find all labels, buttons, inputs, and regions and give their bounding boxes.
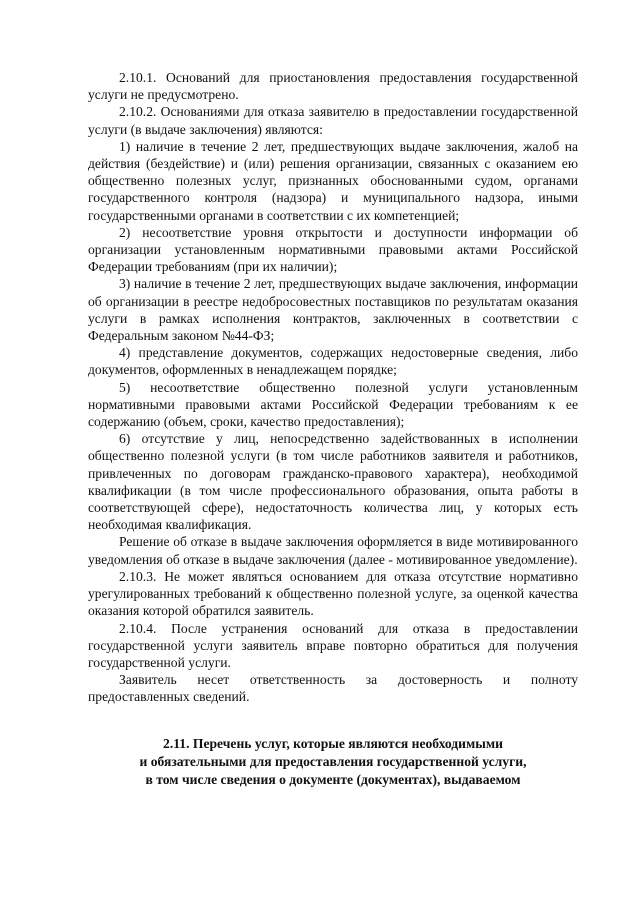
- paragraph-applicant-responsibility: Заявитель несет ответственность за достоверность и полноту предоставленных сведений.: [88, 672, 578, 705]
- list-item-6: 6) отсутствие у лиц, непосредственно задействованных в исполнении общественно полезной услуги (в том числе работников заявителя и работников, привлеченных по договорам гражданско-правового характера), необходимой квалификации (в том числе профессионального образования, опыта работы в соответствующей сфере), недостаточность количества лиц, у которых есть необходимая квалификация.: [88, 431, 578, 533]
- list-item-3: 3) наличие в течение 2 лет, предшествующих выдаче заключения, информации об организации в реестре недобросовестных поставщиков по результатам оказания услуги в рамках исполнения контрактов, заключенных в соответствии с Федеральным законом №44-ФЗ;: [88, 276, 578, 344]
- list-item-1: 1) наличие в течение 2 лет, предшествующих выдаче заключения, жалоб на действия (бездействие) и (или) решения организации, связанных с оказанием ею общественно полезных услуг, признанных обоснованными судом, органами государственного контроля (надзора) и муниципального надзора, иными государственными органами в соответствии с их компетенцией;: [88, 138, 578, 223]
- heading-line-3: в том числе сведения о документе (документах), выдаваемом: [145, 771, 521, 787]
- heading-line-1: 2.11. Перечень услуг, которые являются необходимыми: [163, 735, 503, 751]
- paragraph-2-10-2: 2.10.2. Основаниями для отказа заявителю в предоставлении государственной услуги (в выдаче заключения) являются:: [88, 104, 578, 137]
- list-item-4: 4) представление документов, содержащих недостоверные сведения, либо документов, оформленных в ненадлежащем порядке;: [88, 345, 578, 378]
- paragraph-refusal-decision: Решение об отказе в выдаче заключения оформляется в виде мотивированного уведомления об отказе в выдаче заключения (далее - мотивированное уведомление).: [88, 534, 578, 567]
- heading-line-2: и обязательными для предоставления государственной услуги,: [139, 753, 527, 769]
- list-item-5: 5) несоответствие общественно полезной услуги установленным нормативными правовыми актами Российской Федерации требованиям к ее содержанию (объем, сроки, качество предоставления);: [88, 379, 578, 430]
- document-page: [88, 69, 578, 789]
- section-heading-2-11: [88, 735, 578, 789]
- paragraph-2-10-3: 2.10.3. Не может являться основанием для отказа отсутствие нормативно урегулированных требований к общественно полезной услуге, за оценкой качества оказания которой обратился заявитель.: [88, 568, 578, 619]
- paragraph-2-10-4: 2.10.4. После устранения оснований для отказа в предоставлении государственной услуги заявитель вправе повторно обратиться для получения государственной услуги.: [88, 620, 578, 670]
- list-item-2: 2) несоответствие уровня открытости и доступности информации об организации установленным нормативными правовыми актами Российской Федерации требованиям (при их наличии);: [88, 224, 578, 275]
- paragraph-2-10-1: 2.10.1. Оснований для приостановления предоставления государственной услуги не предусмотрено.: [88, 70, 578, 103]
